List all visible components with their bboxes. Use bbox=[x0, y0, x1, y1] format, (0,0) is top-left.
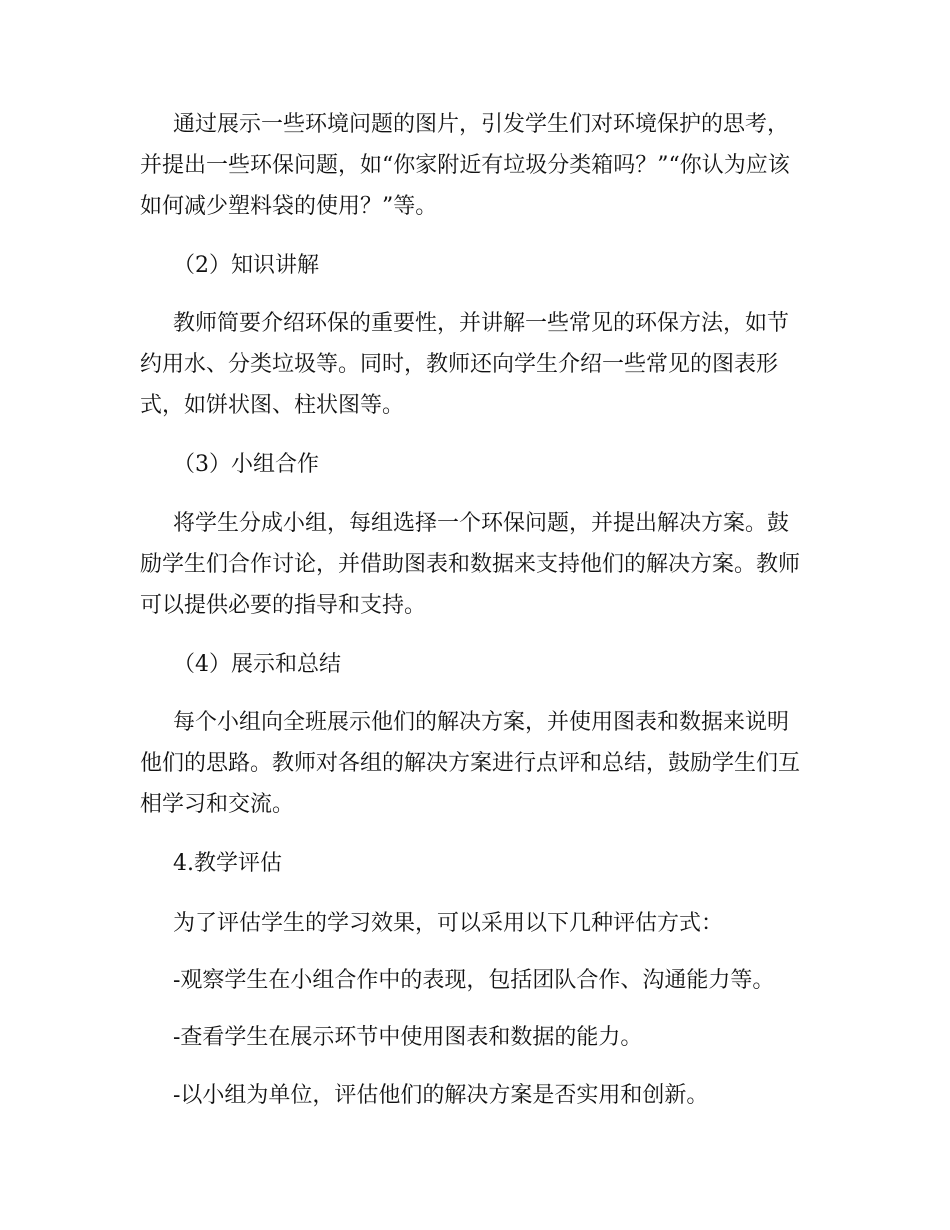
heading-presentation-summary: （4）展示和总结 bbox=[173, 652, 341, 677]
evaluation-item: -查看学生在展示环节中使用图表和数据的能力。 bbox=[173, 1025, 643, 1050]
evaluation-intro: 为了评估学生的学习效果，可以采用以下几种评估方式： bbox=[173, 911, 724, 936]
heading-group-cooperation: （3）小组合作 bbox=[173, 452, 319, 477]
evaluation-item: -以小组为单位，评估他们的解决方案是否实用和创新。 bbox=[173, 1083, 709, 1108]
paragraph-knowledge-explanation: 教师简要介绍环保的重要性，并讲解一些常见的环保方法，如节约用水、分类垃圾等。同时，教师还向学生介绍一些常见的图表形式，如饼状图、柱状图等。 bbox=[140, 311, 790, 418]
paragraph-presentation-summary: 每个小组向全班展示他们的解决方案，并使用图表和数据来说明他们的思路。教师对各组的解决方案进行点评和总结，鼓励学生们互相学习和交流。 bbox=[140, 710, 801, 817]
paragraph-group-cooperation: 将学生分成小组，每组选择一个环保问题，并提出解决方案。鼓励学生们合作讨论，并借助图表和数据来支持他们的解决方案。教师可以提供必要的指导和支持。 bbox=[140, 511, 801, 618]
paragraph-intro-activity: 通过展示一些环境问题的图片，引发学生们对环境保护的思考，并提出一些环保问题，如“你家附近有垃圾分类箱吗？”“你认为应该如何减少塑料袋的使用？”等。 bbox=[140, 112, 790, 219]
section-title-teaching-evaluation: 4.教学评估 bbox=[173, 851, 282, 876]
heading-knowledge-explanation: （2）知识讲解 bbox=[173, 253, 319, 278]
evaluation-item: -观察学生在小组合作中的表现，包括团队合作、沟通能力等。 bbox=[173, 968, 775, 993]
